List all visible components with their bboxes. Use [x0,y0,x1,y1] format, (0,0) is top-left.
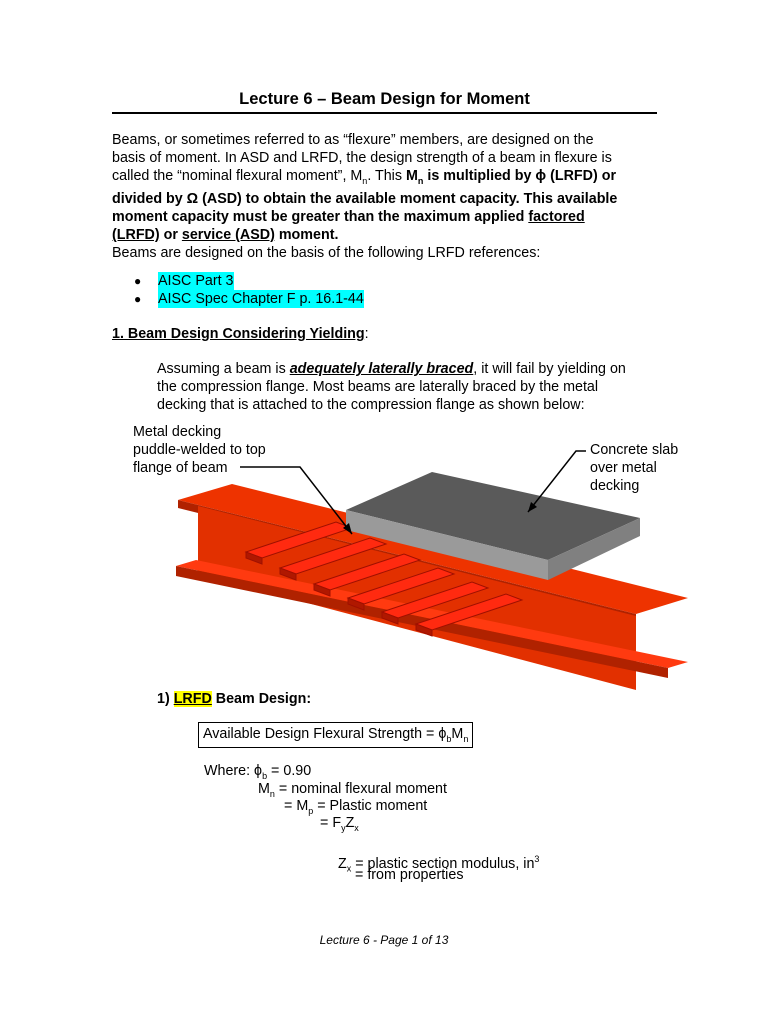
text-run: = F [320,815,342,831]
intro-line: divided by Ω (ASD) to obtain the available moment capacity. This available [112,190,618,207]
text-run: Beam Design: [211,691,312,707]
text-run: = M [284,798,309,814]
underlined-run: factored [528,208,585,225]
subscript: x [346,863,352,874]
text-run: = Plastic moment [313,798,428,814]
text-run: , it will fail by yielding on [473,361,626,377]
text-run: moment capacity must be greater than the maximum applied [112,208,529,225]
text-run: Assuming a beam is [157,361,290,377]
page-title: Lecture 6 – Beam Design for Moment [112,90,657,114]
props-line: = from properties [355,867,464,883]
caption-line: over metal [590,460,657,476]
text-run: Z [338,855,347,872]
subscript: x [354,822,359,833]
subscript: p [308,805,314,816]
text-run: : [364,326,369,342]
paragraph-line: the compression flange. Most beams are laterally braced by the metal [157,379,599,395]
caption-line: flange of beam [133,460,228,476]
subscript: n [463,733,469,744]
subscript: n [417,175,424,186]
text-run: . This [367,168,406,184]
bullet-icon: ● [134,274,142,288]
bullet-icon: ● [134,292,142,306]
text-run: called the “nominal flexural moment”, M [112,168,363,184]
lrfd-heading [157,690,311,708]
paragraph-line: decking that is attached to the compression flange as shown below: [157,397,585,413]
reference-item: AISC Part 3 [158,273,234,289]
text-run: moment. [274,226,339,243]
text-run: M [451,726,464,742]
subscript: n [269,788,275,799]
text-run: or [159,226,182,243]
text-run: = plastic section modulus, in [351,855,535,872]
formula-box [198,722,473,748]
text-run: Where: ϕ [204,763,263,779]
intro-line: Beams are designed on the basis of the following LRFD references: [112,244,541,261]
text-run: is multiplied by ϕ (LRFD) or [423,168,617,184]
intro-line: basis of moment. In ASD and LRFD, the design strength of a beam in flexure is [112,150,612,166]
lrfd-label: LRFD [173,691,212,707]
text-run: Available Design Flexural Strength = ϕ [203,726,447,742]
caption-line: puddle-welded to top [133,442,266,458]
caption-line: Concrete slab [590,442,679,458]
subscript: b [262,770,268,781]
text-run: 1) [157,691,174,707]
text-run: = nominal flexural moment [274,781,447,797]
subscript: n [362,175,368,186]
text-run: M [258,781,270,797]
subscript: b [446,733,452,744]
subscript: y [341,822,346,833]
text-run: = 0.90 [267,763,312,779]
page-footer: Lecture 6 - Page 1 of 13 [319,933,449,947]
underlined-run: (LRFD) [112,226,160,243]
caption-line: Metal decking [133,424,222,440]
text-run: Z [345,815,355,831]
text-run: M [405,168,418,184]
emphasis-run: adequately laterally braced [289,361,474,377]
caption-line: decking [590,478,640,494]
intro-line: Beams, or sometimes referred to as “flexure” members, are designed on the [112,132,594,148]
section-heading-text: 1. Beam Design Considering Yielding [112,326,365,342]
underlined-run: service (ASD) [181,226,275,243]
reference-item: AISC Spec Chapter F p. 16.1-44 [158,291,364,307]
superscript: 3 [534,854,540,864]
fz-line [320,814,359,837]
